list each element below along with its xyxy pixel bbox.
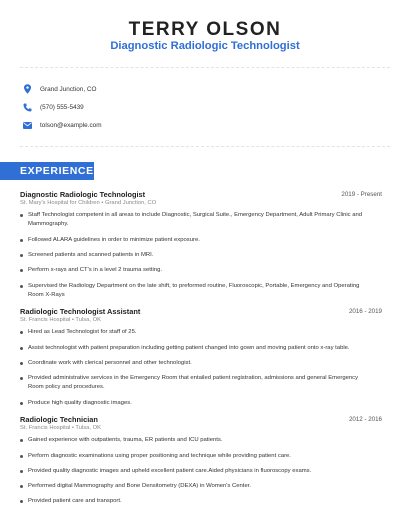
job-dates: 2012 - 2016 bbox=[348, 416, 382, 423]
phone-icon bbox=[22, 102, 32, 112]
bullet-text: Provided quality diagnostic images and upheld excellent patient care.Aided physicians in fluoroscopy exams. bbox=[28, 468, 312, 474]
list-item bbox=[20, 282, 365, 299]
company-name: St. Francis Hospital bbox=[20, 425, 71, 431]
experience-heading: EXPERIENCE bbox=[0, 162, 94, 180]
list-item bbox=[20, 344, 365, 353]
list-item bbox=[20, 399, 365, 408]
list-item bbox=[20, 211, 365, 228]
bullet-text: Perform x-rays and CT's in a level 2 trauma setting. bbox=[28, 267, 163, 273]
bullet-text: Gained experience with outpatients, trauma, ER patients and ICU patients. bbox=[28, 437, 223, 443]
job-employer: St. Mary's Hospital for Children • Grand Junction, CO bbox=[20, 200, 157, 206]
job-dates: 2019 - Present bbox=[341, 191, 382, 198]
location-text: Grand Junction, CO bbox=[40, 85, 97, 93]
bullet-text: Assist technologist with patient preparation including getting patient changed into gown and moving patient onto x-ray table. bbox=[28, 345, 350, 351]
list-item bbox=[20, 359, 365, 368]
bullet-text: Performed digital Mammography and Bone Densitometry (DEXA) in Women's Center. bbox=[28, 483, 251, 489]
company-location: Tulsa, OK bbox=[75, 317, 101, 323]
bullet-text: Perform diagnostic examinations using proper positioning and technique while providing patient care. bbox=[28, 453, 291, 459]
bullet-text: Provided patient care and transport. bbox=[28, 498, 122, 504]
company-location: Tulsa, OK bbox=[75, 425, 101, 431]
job-title: Radiologic Technician bbox=[20, 415, 98, 424]
bullet-text: Staff Technologist competent in all areas to include Diagnostic, Surgical Suite., Emergency Department, Adult Primary Clinic and Mammography. bbox=[28, 212, 363, 227]
list-item bbox=[20, 436, 365, 445]
job-title: Radiologic Technologist Assistant bbox=[20, 307, 141, 316]
contact-phone bbox=[22, 102, 84, 112]
contact-location bbox=[22, 84, 96, 94]
company-name: St. Francis Hospital bbox=[20, 317, 71, 323]
email-text[interactable]: tolson@example.com bbox=[40, 121, 102, 129]
list-item bbox=[20, 452, 365, 461]
phone-text: (570) 555-5439 bbox=[40, 103, 84, 111]
candidate-name: TERRY OLSON bbox=[128, 19, 282, 40]
job-employer: St. Francis Hospital • Tulsa, OK bbox=[20, 425, 101, 431]
bullet-text: Coordinate work with clerical personnel and other technologist. bbox=[28, 360, 192, 366]
bullet-text: Produce high quality diagnostic images. bbox=[28, 400, 132, 406]
list-item bbox=[20, 328, 365, 337]
company-name: St. Mary's Hospital for Children bbox=[20, 200, 100, 206]
job-dates: 2016 - 2019 bbox=[348, 308, 382, 315]
job-employer: St. Francis Hospital • Tulsa, OK bbox=[20, 317, 101, 323]
bullet-text: Supervised the Radiology Department on the late shift, to preformed routine, Fluoroscopic, Portable, Emergency and Operating Room X-Rays bbox=[28, 283, 360, 298]
list-item bbox=[20, 482, 365, 491]
map-pin-icon bbox=[22, 84, 32, 94]
list-item bbox=[20, 236, 365, 245]
divider bbox=[20, 67, 390, 68]
job-title: Diagnostic Radiologic Technologist bbox=[20, 190, 146, 199]
bullet-text: Hired as Lead Technologist for staff of 25. bbox=[28, 329, 137, 335]
company-location: Grand Junction, CO bbox=[104, 200, 157, 206]
list-item bbox=[20, 374, 365, 391]
mail-icon bbox=[22, 120, 32, 130]
list-item bbox=[20, 251, 365, 260]
contact-email[interactable] bbox=[22, 120, 102, 130]
bullet-text: Followed ALARA guidelines in order to minimize patient exposure. bbox=[28, 237, 200, 243]
list-item bbox=[20, 467, 365, 476]
divider bbox=[20, 146, 390, 147]
list-item bbox=[20, 497, 365, 506]
candidate-title: Diagnostic Radiologic Technologist bbox=[110, 40, 300, 52]
bullet-text: Screened patients and scanned patients in MRI. bbox=[28, 252, 154, 258]
list-item bbox=[20, 266, 365, 275]
bullet-text: Provided administrative services in the Emergency Room that entailed patient registration, admissions and general Emergency Room policy and procedures. bbox=[28, 375, 359, 390]
